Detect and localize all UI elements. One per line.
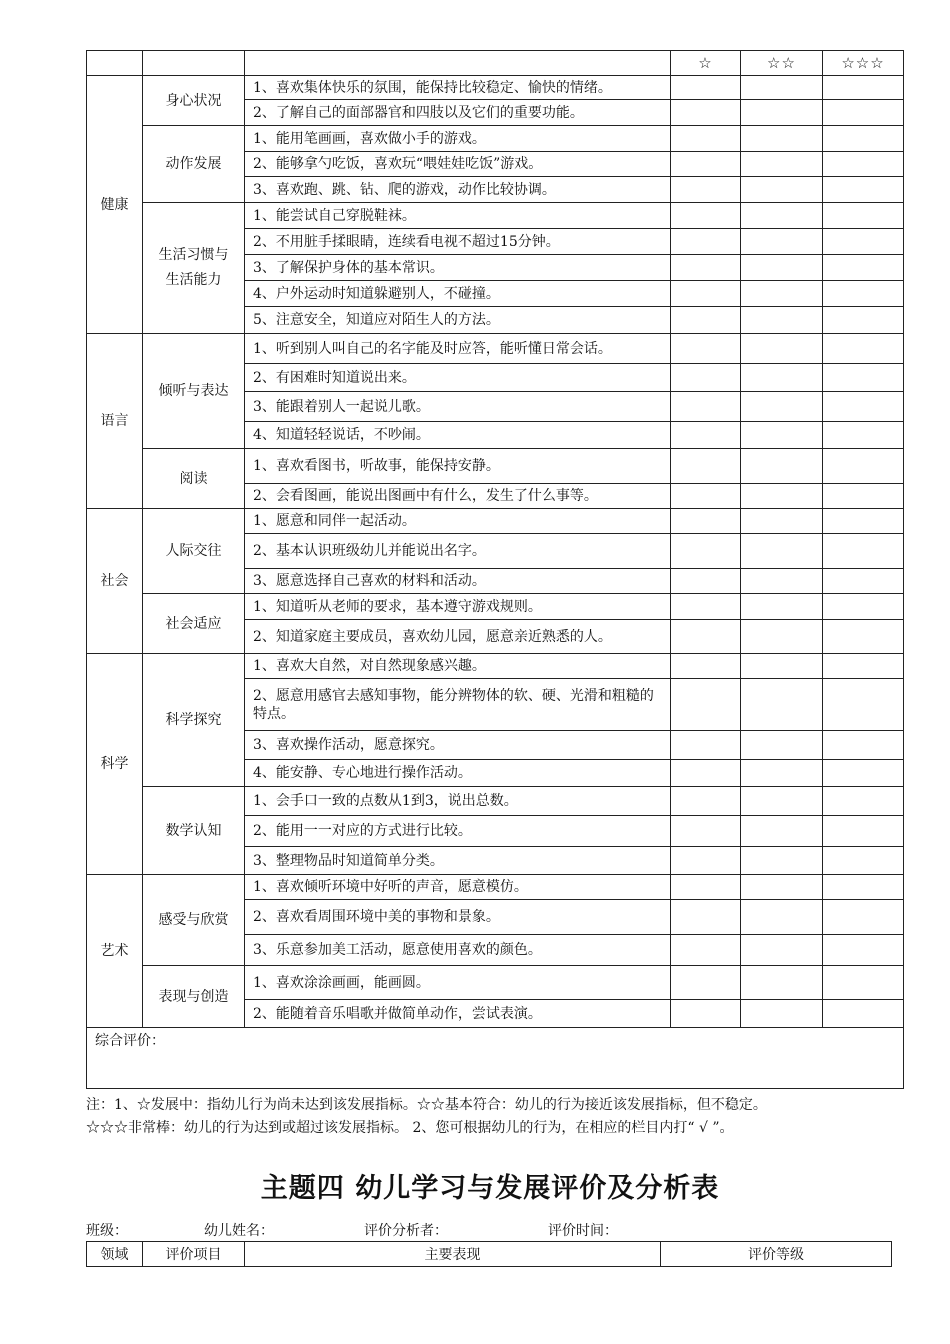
indicator-text: 4、能安静、专心地进行操作活动。: [245, 760, 671, 787]
rating-cell-1[interactable]: [671, 760, 741, 787]
indicator-text: 2、愿意用感官去感知事物，能分辨物体的软、硬、光滑和粗糙的特点。: [245, 679, 671, 731]
rating-cell-1[interactable]: [671, 966, 741, 1000]
domain-cell: 科学: [87, 654, 143, 875]
domain-cell: 语言: [87, 334, 143, 509]
indicator-text: 4、户外运动时知道躲避别人，不碰撞。: [245, 281, 671, 307]
rating-cell-3[interactable]: [823, 307, 904, 334]
indicator-text: 1、喜欢大自然，对自然现象感兴趣。: [245, 654, 671, 679]
rating-cell-1[interactable]: [671, 76, 741, 100]
domain-cell: 健康: [87, 76, 143, 334]
rating-cell-1[interactable]: [671, 569, 741, 594]
child-name-label: 幼儿姓名：: [204, 1223, 274, 1239]
indicator-text: 1、能用笔画画，喜欢做小手的游戏。: [245, 126, 671, 152]
item-cell: 社会适应: [143, 594, 245, 654]
rating-cell-1[interactable]: [671, 1000, 741, 1028]
summary-row: [87, 1028, 904, 1089]
rating-cell-2[interactable]: [741, 307, 823, 334]
rating-cell-1[interactable]: [671, 875, 741, 900]
rating-cell-1[interactable]: [671, 307, 741, 334]
rating-cell-2[interactable]: [741, 679, 823, 731]
rating-cell-1[interactable]: [671, 935, 741, 966]
rating-cell-1[interactable]: [671, 654, 741, 679]
rating-cell-2[interactable]: [741, 1000, 823, 1028]
rating-cell-3[interactable]: [823, 787, 904, 816]
indicator-text: 1、知道听从老师的要求，基本遵守游戏规则。: [245, 594, 671, 620]
rating-header-row: [87, 51, 904, 76]
indicator-text: 1、喜欢涂涂画画，能画圆。: [245, 966, 671, 1000]
indicator-row: [87, 126, 904, 152]
rating-cell-3[interactable]: [823, 594, 904, 620]
rating-cell-3[interactable]: [823, 484, 904, 509]
rating-cell-2[interactable]: [741, 731, 823, 760]
indicator-text: 1、喜欢看图书，听故事，能保持安静。: [245, 449, 671, 484]
indicator-row: [87, 654, 904, 679]
rating-cell-3[interactable]: [823, 569, 904, 594]
header-domain: 领域: [87, 1242, 143, 1267]
rating-cell-1[interactable]: [671, 816, 741, 847]
summary-label: 综合评价：: [95, 1033, 165, 1049]
rating-cell-1[interactable]: [671, 392, 741, 422]
indicator-text: 1、愿意和同伴一起活动。: [245, 509, 671, 534]
rating-cell-2[interactable]: [741, 364, 823, 392]
rating-cell-1[interactable]: [671, 177, 741, 203]
rating-cell-2[interactable]: [741, 334, 823, 364]
indicator-text: 2、不用脏手揉眼睛，连续看电视不超过15分钟。: [245, 229, 671, 255]
rating-cell-2[interactable]: [741, 100, 823, 126]
domain-cell: 艺术: [87, 875, 143, 1028]
rating-cell-1[interactable]: [671, 100, 741, 126]
rating-cell-3[interactable]: [823, 449, 904, 484]
indicator-text: 3、愿意选择自己喜欢的材料和活动。: [245, 569, 671, 594]
rating-cell-3[interactable]: [823, 1000, 904, 1028]
rating-cell-1[interactable]: [671, 203, 741, 229]
rating-cell-3[interactable]: [823, 203, 904, 229]
item-cell: 感受与欣赏: [143, 875, 245, 966]
rating-cell-1[interactable]: [671, 281, 741, 307]
rating-cell-3[interactable]: [823, 966, 904, 1000]
indicator-text: 2、会看图画，能说出图画中有什么，发生了什么事等。: [245, 484, 671, 509]
indicator-row: [87, 787, 904, 816]
rating-cell-1[interactable]: [671, 255, 741, 281]
rating-cell-1[interactable]: [671, 620, 741, 654]
rating-cell-1[interactable]: [671, 484, 741, 509]
rating-cell-3[interactable]: [823, 875, 904, 900]
rating-cell-2[interactable]: [741, 760, 823, 787]
indicator-row: [87, 509, 904, 534]
rating-cell-2[interactable]: [741, 255, 823, 281]
rating-cell-3[interactable]: [823, 126, 904, 152]
notes: [86, 1094, 906, 1140]
indicator-row: [87, 966, 904, 1000]
rating-cell-3[interactable]: [823, 255, 904, 281]
rating-cell-2[interactable]: [741, 620, 823, 654]
indicator-row: [87, 76, 904, 100]
indicator-row: [87, 594, 904, 620]
rating-cell-3[interactable]: [823, 654, 904, 679]
indicator-text: 2、能用一一对应的方式进行比较。: [245, 816, 671, 847]
rating-cell-2[interactable]: [741, 177, 823, 203]
rating-cell-1[interactable]: [671, 334, 741, 364]
rating-cell-2[interactable]: [741, 484, 823, 509]
rating-cell-1[interactable]: [671, 364, 741, 392]
rating-cell-2[interactable]: [741, 76, 823, 100]
indicator-text: 1、会手口一致的点数从1到3，说出总数。: [245, 787, 671, 816]
indicator-text: 2、知道家庭主要成员，喜欢幼儿园，愿意亲近熟悉的人。: [245, 620, 671, 654]
rating-cell-2[interactable]: [741, 281, 823, 307]
item-cell: 表现与创造: [143, 966, 245, 1028]
rating-cell-2[interactable]: [741, 594, 823, 620]
header-performance: 主要表现: [245, 1242, 661, 1267]
evaluation-table: [86, 50, 904, 1089]
indicator-row: [87, 875, 904, 900]
rating-cell-2[interactable]: [741, 534, 823, 569]
rating-cell-2[interactable]: [741, 847, 823, 875]
indicator-text: 3、整理物品时知道简单分类。: [245, 847, 671, 875]
indicator-row: [87, 449, 904, 484]
item-name-line: 生活能力: [165, 272, 222, 288]
indicator-text: 1、喜欢倾听环境中好听的声音，愿意模仿。: [245, 875, 671, 900]
rating-cell-3[interactable]: [823, 229, 904, 255]
indicator-text: 4、知道轻轻说话，不吵闹。: [245, 422, 671, 449]
rating-cell-2[interactable]: [741, 229, 823, 255]
rating-cell-2[interactable]: [741, 787, 823, 816]
rating-cell-3[interactable]: [823, 760, 904, 787]
rating-cell-1[interactable]: [671, 787, 741, 816]
rating-cell-2[interactable]: [741, 654, 823, 679]
rating-cell-2[interactable]: [741, 935, 823, 966]
indicator-row: [87, 334, 904, 364]
indicator-text: 3、喜欢跑、跳、钻、爬的游戏，动作比较协调。: [245, 177, 671, 203]
rating-cell-3[interactable]: [823, 177, 904, 203]
rating-cell-1[interactable]: [671, 509, 741, 534]
rating-cell-1[interactable]: [671, 847, 741, 875]
rating-cell-3[interactable]: [823, 935, 904, 966]
rating-cell-2[interactable]: [741, 422, 823, 449]
rating-cell-2[interactable]: [741, 966, 823, 1000]
rating-cell-3[interactable]: [823, 816, 904, 847]
rating-header-2: ☆☆: [741, 51, 823, 76]
section-title: 主题四 幼儿学习与发展评价及分析表: [260, 1173, 720, 1204]
rating-cell-1[interactable]: [671, 449, 741, 484]
indicator-text: 1、听到别人叫自己的名字能及时应答，能听懂日常会话。: [245, 334, 671, 364]
rating-cell-3[interactable]: [823, 392, 904, 422]
evaluation-time-label: 评价时间：: [548, 1223, 618, 1239]
note-line-1: 注：1、☆发展中：指幼儿行为尚未达到该发展指标。☆☆基本符合：幼儿的行为接近该发展指标，但不稳定。: [86, 1097, 767, 1113]
item-cell: 动作发展: [143, 126, 245, 203]
rating-cell-2[interactable]: [741, 875, 823, 900]
item-cell: [143, 203, 245, 334]
rating-cell-2[interactable]: [741, 449, 823, 484]
rating-cell-2[interactable]: [741, 900, 823, 935]
note-line-2: ☆☆☆非常棒：幼儿的行为达到或超过该发展指标。 2、您可根据幼儿的行为，在相应的栏目内打“ √ ”。: [86, 1120, 734, 1136]
rating-cell-2[interactable]: [741, 816, 823, 847]
indicator-text: 2、有困难时知道说出来。: [245, 364, 671, 392]
rating-cell-3[interactable]: [823, 334, 904, 364]
rating-cell-1[interactable]: [671, 229, 741, 255]
rating-cell-1[interactable]: [671, 594, 741, 620]
rating-cell-1[interactable]: [671, 152, 741, 177]
rating-cell-3[interactable]: [823, 900, 904, 935]
rating-cell-1[interactable]: [671, 900, 741, 935]
rating-cell-3[interactable]: [823, 509, 904, 534]
rating-cell-3[interactable]: [823, 620, 904, 654]
item-cell: 科学探究: [143, 654, 245, 787]
rating-cell-3[interactable]: [823, 534, 904, 569]
indicator-text: 2、能随着音乐唱歌并做简单动作，尝试表演。: [245, 1000, 671, 1028]
header-rating: 评价等级: [661, 1242, 892, 1267]
indicator-row: [87, 203, 904, 229]
item-name-line: 生活习惯与: [158, 247, 229, 263]
rating-header-1: ☆: [671, 51, 741, 76]
rating-cell-3[interactable]: [823, 76, 904, 100]
analyst-label: 评价分析者：: [364, 1223, 448, 1239]
blank-header-cell: [143, 51, 245, 76]
summary-cell[interactable]: [87, 1028, 904, 1089]
indicator-text: 2、能够拿勺吃饭，喜欢玩“喂娃娃吃饭”游戏。: [245, 152, 671, 177]
rating-cell-1[interactable]: [671, 126, 741, 152]
header-item: 评价项目: [143, 1242, 245, 1267]
rating-cell-1[interactable]: [671, 534, 741, 569]
blank-header-cell: [245, 51, 671, 76]
indicator-text: 3、了解保护身体的基本常识。: [245, 255, 671, 281]
item-cell: 人际交往: [143, 509, 245, 594]
rating-cell-3[interactable]: [823, 679, 904, 731]
rating-cell-2[interactable]: [741, 203, 823, 229]
rating-header-3: ☆☆☆: [823, 51, 904, 76]
rating-cell-2[interactable]: [741, 569, 823, 594]
rating-cell-3[interactable]: [823, 847, 904, 875]
indicator-text: 2、基本认识班级幼儿并能说出名字。: [245, 534, 671, 569]
indicator-text: 2、喜欢看周围环境中美的事物和景象。: [245, 900, 671, 935]
indicator-text: 3、能跟着别人一起说儿歌。: [245, 392, 671, 422]
indicator-text: 3、喜欢操作活动，愿意探究。: [245, 731, 671, 760]
rating-cell-2[interactable]: [741, 392, 823, 422]
rating-cell-1[interactable]: [671, 679, 741, 731]
domain-cell: 社会: [87, 509, 143, 654]
rating-cell-3[interactable]: [823, 364, 904, 392]
rating-cell-3[interactable]: [823, 100, 904, 126]
indicator-text: 1、能尝试自己穿脱鞋袜。: [245, 203, 671, 229]
blank-header-cell: [87, 51, 143, 76]
item-cell: 倾听与表达: [143, 334, 245, 449]
rating-cell-3[interactable]: [823, 152, 904, 177]
indicator-text: 3、乐意参加美工活动，愿意使用喜欢的颜色。: [245, 935, 671, 966]
item-cell: 身心状况: [143, 76, 245, 126]
indicator-text: 1、喜欢集体快乐的氛围，能保持比较稳定、愉快的情绪。: [245, 76, 671, 100]
rating-cell-2[interactable]: [741, 152, 823, 177]
item-cell: 阅读: [143, 449, 245, 509]
rating-cell-2[interactable]: [741, 509, 823, 534]
indicator-text: 5、注意安全，知道应对陌生人的方法。: [245, 307, 671, 334]
indicator-text: 2、了解自己的面部器官和四肢以及它们的重要功能。: [245, 100, 671, 126]
rating-cell-3[interactable]: [823, 422, 904, 449]
rating-cell-1[interactable]: [671, 422, 741, 449]
rating-cell-1[interactable]: [671, 731, 741, 760]
rating-cell-2[interactable]: [741, 126, 823, 152]
class-label: 班级：: [86, 1223, 128, 1239]
rating-cell-3[interactable]: [823, 731, 904, 760]
section2-header-table: [86, 1241, 892, 1267]
rating-cell-3[interactable]: [823, 281, 904, 307]
item-cell: 数学认知: [143, 787, 245, 875]
